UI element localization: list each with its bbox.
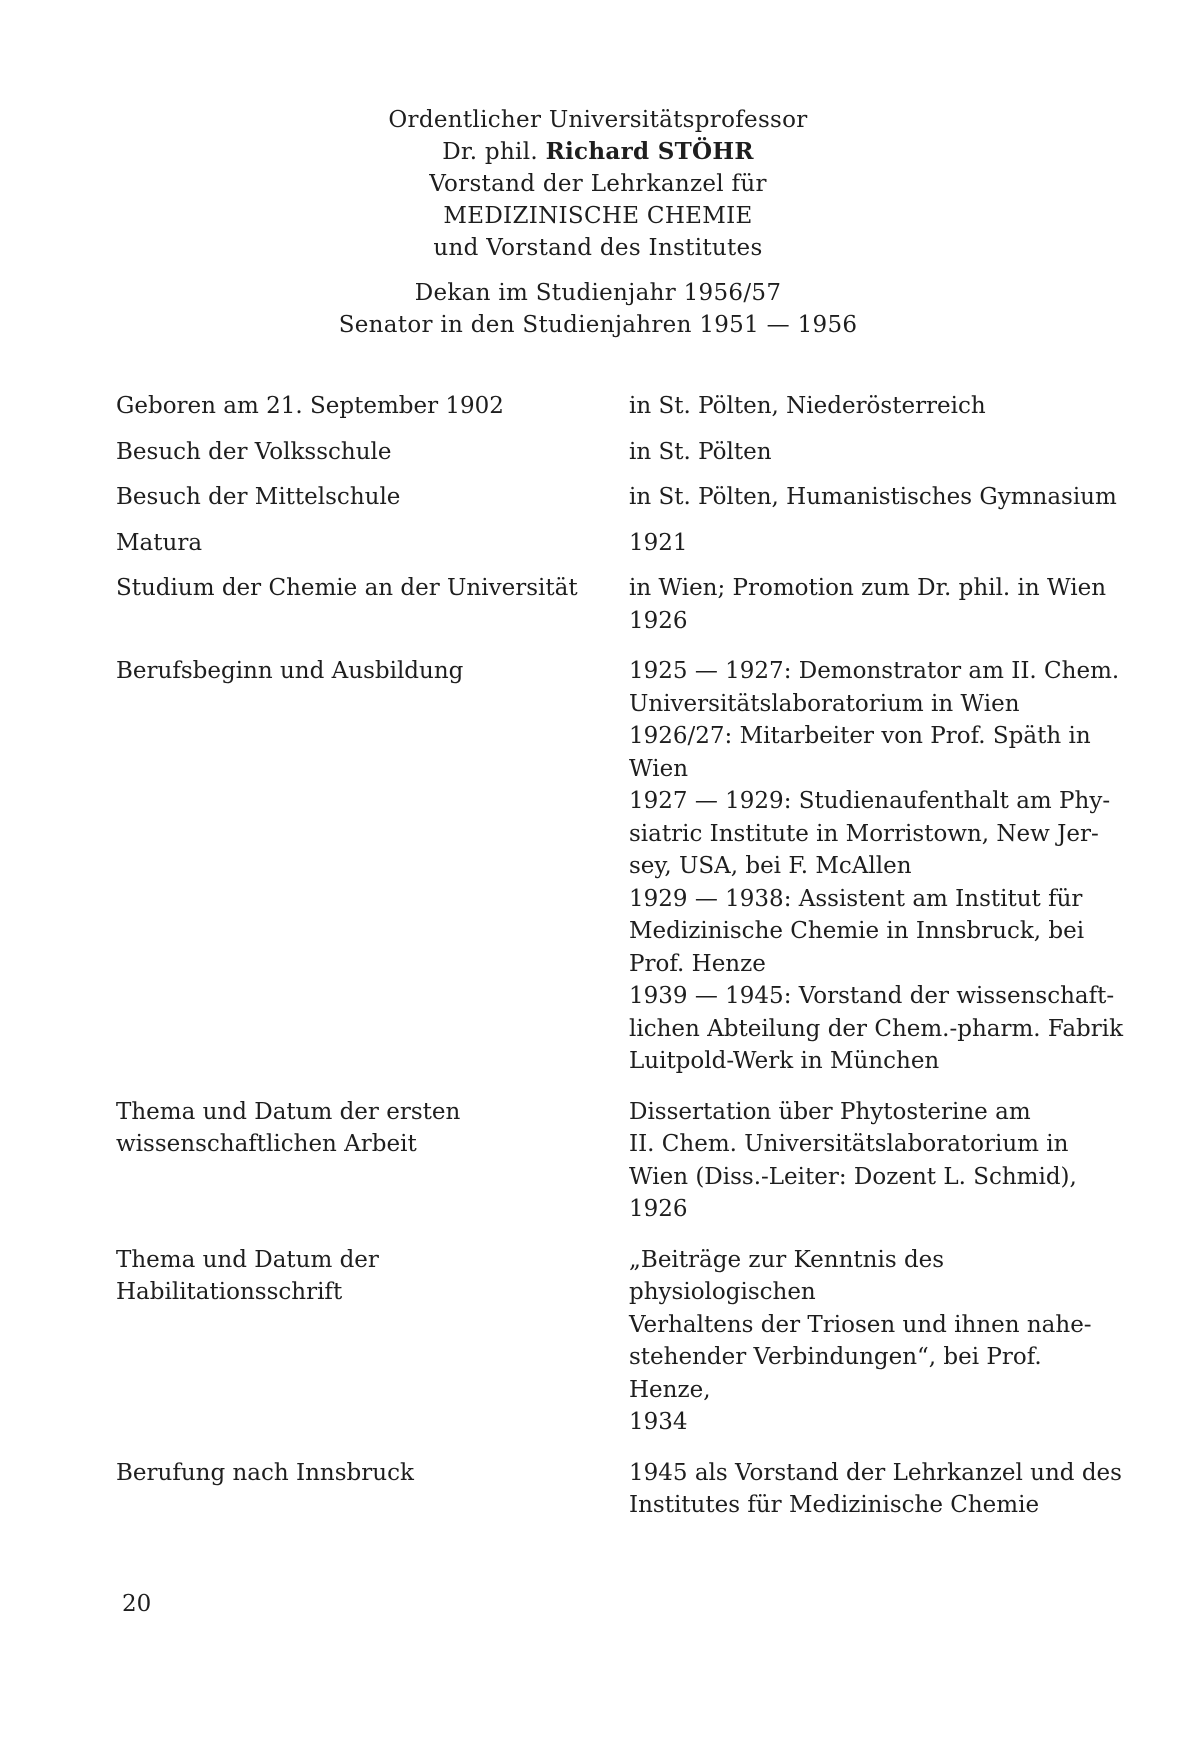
row-label: Thema und Datum der Habilitationsschrift [116,1246,379,1305]
academic-title: Dr. phil. [442,139,538,165]
table-row [116,481,1126,514]
table-row [116,655,1126,1078]
row-value: Dissertation über Phytosterine am II. Chem. Universitätslaboratorium in Wien (Diss.-Leiter: Dozent L. Schmid), 1926 [629,1098,1077,1222]
row-label: Besuch der Volksschule [116,438,392,465]
table-row [116,1096,1126,1226]
row-label: Thema und Datum der ersten wissenschaftlichen Arbeit [116,1098,461,1157]
position-title: Ordentlicher Universitätsprofessor [388,107,808,133]
table-row [116,390,1126,423]
table-row [116,527,1126,560]
institute-head: und Vorstand des Institutes [433,235,763,261]
row-label: Besuch der Mittelschule [116,484,401,510]
dean-line: Dekan im Studienjahr 1956/57 [414,280,782,306]
row-value: in St. Pölten [629,438,772,465]
row-value: 1925 — 1927: Demonstrator am II. Chem. Universitätslaboratorium in Wien 1926/27: Mitarbeiter von Prof. Späth in Wien 1927 — 1929: Studienaufenthalt am Phy- siatric Institute in Morristown, New Jer- sey, USA, bei F. McAllen 1929 — 1938: Assistent am Institut für Medizinische Chemie in Innsbruck, bei Prof. Henze 1939 — 1945: Vorstand der wissenschaft- lichen Abteilung der Chem.-pharm. Fabrik Luitpold-Werk in München [629,658,1124,1074]
chair-title: Vorstand der Lehrkanzel für [429,171,767,197]
row-value: „Beiträge zur Kenntnis des physiologischen Verhaltens der Triosen und ihnen nahe- stehender Verbindungen“, bei Prof. Henze, 1934 [629,1246,1092,1435]
row-value: 1921 [629,529,688,556]
table-row [116,436,1126,469]
page-number: 20 [122,1591,152,1617]
table-row [116,1244,1126,1439]
row-value: in St. Pölten, Niederösterreich [629,393,986,419]
row-label: Berufung nach Innsbruck [116,1459,414,1486]
row-value: in Wien; Promotion zum Dr. phil. in Wien 1926 [629,575,1107,634]
table-row [116,572,1126,637]
table-row [116,1457,1126,1522]
row-label: Studium der Chemie an der Universität [116,575,578,601]
row-value: 1945 als Vorstand der Lehrkanzel und des Institutes für Medizinische Chemie [629,1459,1122,1518]
person-name-line [0,136,1196,168]
row-label: Geboren am 21. September 1902 [116,393,504,419]
row-value: in St. Pölten, Humanistisches Gymnasium [629,484,1117,510]
person-name: Richard STÖHR [545,138,754,165]
row-label: Matura [116,529,203,556]
department-name: MEDIZINISCHE CHEMIE [443,203,753,229]
header-block [0,104,1196,341]
senator-line: Senator in den Studienjahren 1951 — 1956 [338,312,858,338]
biography-table [116,390,1126,1522]
row-label: Berufsbeginn und Ausbildung [116,658,464,684]
